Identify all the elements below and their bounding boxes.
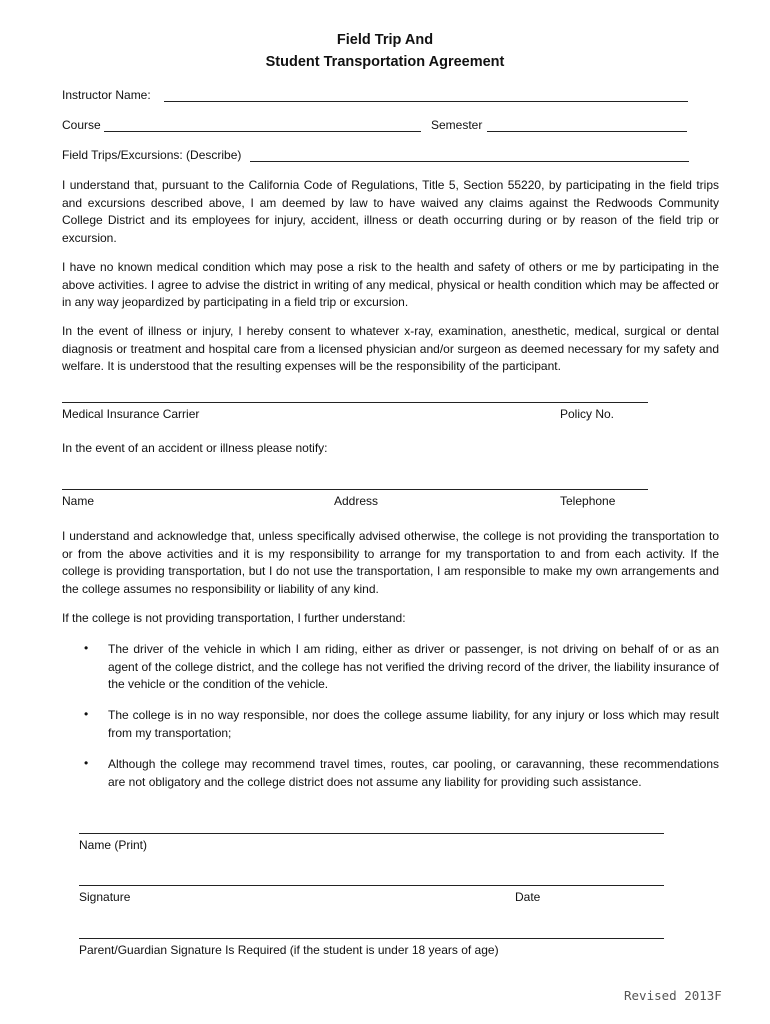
- name-print-line[interactable]: [79, 833, 664, 834]
- signature-line[interactable]: [79, 885, 664, 886]
- semester-label: Semester: [431, 118, 483, 132]
- instructor-label: Instructor Name:: [62, 88, 151, 102]
- paragraph-consent: In the event of illness or injury, I hereby consent to whatever x-ray, examination, anesthetic, medical, surgical or dental diagnosis or treatment and hospital care from a licensed physician and/or surgeon as deemed necessary for my safety and welfare. It is understood that the resulting expenses will be the responsibility of the participant.: [62, 324, 719, 373]
- emergency-contact-line[interactable]: [62, 489, 648, 490]
- paragraph-medical-condition: I have no known medical condition which may pose a risk to the health and safety of others or me by participating in the above activities. I agree to advise the district in writing of any medical, physical or health condition which may be affected or in any way jeopardized by participating in a field trip or excursion.: [62, 260, 719, 309]
- title-line-2: Student Transportation Agreement: [265, 54, 505, 70]
- bullet-marker: •: [84, 756, 89, 770]
- bullet-marker: •: [84, 707, 89, 721]
- title-line-1: Field Trip And: [336, 32, 434, 48]
- bullet-marker: •: [84, 641, 89, 655]
- paragraph-transportation: I understand and acknowledge that, unless specifically advised otherwise, the college is not providing the transportation to or from the above activities and it is my responsibility to arrange for my transportation to and from each activity. If the college is providing transportation, but I do not use the transportation, I am responsible to make my own arrangements and the college assumes no responsibility or liability of any kind.: [62, 529, 719, 596]
- bullet-item-driver: The driver of the vehicle in which I am riding, either as driver or passenger, is not driving on behalf of or as an agent of the college district, and the college has not verified the driving record of the driver, the liability insurance of the vehicle or the condition of the vehicle.: [108, 642, 719, 691]
- course-line[interactable]: [104, 131, 421, 132]
- field-trips-line[interactable]: [250, 161, 689, 162]
- paragraph-further-understand: If the college is not providing transportation, I further understand:: [62, 611, 406, 625]
- policy-number-label: Policy No.: [560, 407, 615, 421]
- emergency-telephone-label: Telephone: [560, 494, 616, 508]
- guardian-signature-line[interactable]: [79, 938, 664, 939]
- semester-line[interactable]: [487, 131, 687, 132]
- name-print-label: Name (Print): [79, 838, 148, 852]
- emergency-name-label: Name: [62, 494, 95, 508]
- bullet-item-recommendations: Although the college may recommend travel times, routes, car pooling, or caravanning, these recommendations are not obligatory and the college district does not assume any liability for providing such assistance.: [108, 757, 719, 789]
- emergency-address-label: Address: [334, 494, 379, 508]
- bullet-item-liability: The college is in no way responsible, nor does the college assume liability, for any injury or loss which may result from my transportation;: [108, 708, 719, 740]
- paragraph-waiver: I understand that, pursuant to the California Code of Regulations, Title 5, Section 55220, by participating in the field trips and excursions described above, I am deemed by law to have waived any claims against the Redwoods Community College District and its employees for injury, accident, illness or death occurring during or by reason of the field trip or excursion.: [62, 178, 719, 245]
- field-trips-label: Field Trips/Excursions: (Describe): [62, 148, 242, 162]
- date-label: Date: [515, 890, 541, 904]
- insurance-line[interactable]: [62, 402, 648, 403]
- signature-label: Signature: [79, 890, 131, 904]
- instructor-name-line[interactable]: [164, 101, 688, 102]
- notify-label: In the event of an accident or illness please notify:: [62, 441, 328, 455]
- guardian-signature-label: Parent/Guardian Signature Is Required (if the student is under 18 years of age): [79, 943, 499, 957]
- revision-note: Revised 2013F: [624, 988, 722, 1003]
- insurance-carrier-label: Medical Insurance Carrier: [62, 407, 200, 421]
- course-label: Course: [62, 118, 101, 132]
